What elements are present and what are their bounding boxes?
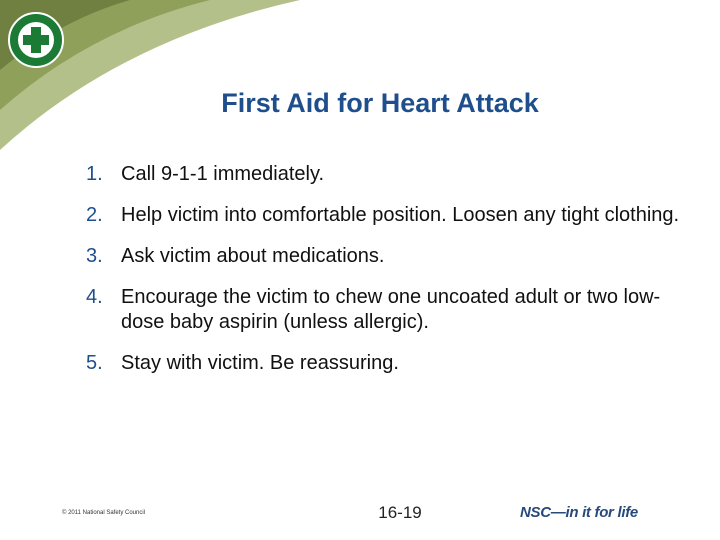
item-text: Call 9-1-1 immediately.: [121, 163, 325, 185]
steps-list: [86, 162, 686, 392]
list-item: [86, 203, 686, 228]
page-number: 16-19: [378, 503, 422, 522]
item-number: 5.: [86, 352, 103, 374]
slide-title: First Aid for Heart Attack: [221, 88, 539, 118]
item-number: 2.: [86, 204, 103, 226]
copyright-text: © 2011 National Safety Council: [62, 510, 146, 516]
nsc-logo-icon: [8, 12, 64, 68]
item-text: Ask victim about medications.: [121, 245, 385, 267]
item-text: Help victim into comfortable position. Loosen any tight clothing.: [121, 204, 680, 226]
list-item: [86, 244, 686, 269]
item-text: Encourage the victim to chew one uncoated adult or two low-dose baby aspirin (unless allergic).: [121, 286, 661, 333]
nsc-tagline: NSC—in it for life: [520, 504, 638, 521]
item-text: Stay with victim. Be reassuring.: [121, 352, 399, 374]
item-number: 1.: [86, 163, 103, 185]
item-number: 4.: [86, 286, 103, 308]
list-item: [86, 351, 686, 376]
list-item: [86, 162, 686, 187]
item-number: 3.: [86, 245, 103, 267]
list-item: [86, 285, 686, 335]
